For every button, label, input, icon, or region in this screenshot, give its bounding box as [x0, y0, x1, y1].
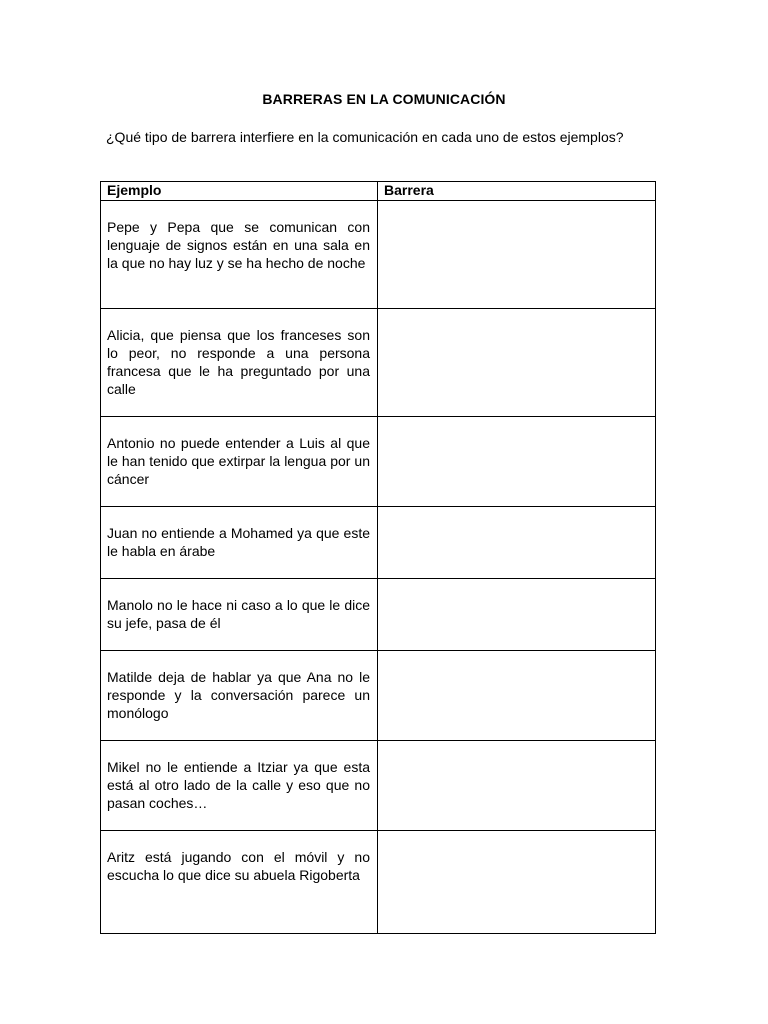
example-cell: Mikel no le entiende a Itziar ya que esta está al otro lado de la calle y eso que no pasan coches…: [101, 741, 378, 831]
table-row: [101, 831, 656, 934]
table-row: [101, 651, 656, 741]
barrier-answer-cell[interactable]: [378, 831, 656, 934]
table-row: [101, 507, 656, 579]
table-row: [101, 417, 656, 507]
example-cell: Alicia, que piensa que los franceses son lo peor, no responde a una persona francesa que le ha preguntado por una calle: [101, 309, 378, 417]
example-cell: Antonio no puede entender a Luis al que le han tenido que extirpar la lengua por un cáncer: [101, 417, 378, 507]
column-header-example: Ejemplo: [101, 182, 378, 201]
table-header-row: [101, 182, 656, 201]
table-row: [101, 201, 656, 309]
barrier-answer-cell[interactable]: [378, 507, 656, 579]
barrier-answer-cell[interactable]: [378, 309, 656, 417]
barrier-answer-cell[interactable]: [378, 201, 656, 309]
column-header-barrier: Barrera: [378, 182, 656, 201]
barriers-table: [100, 181, 656, 934]
table-row: [101, 741, 656, 831]
document-title: BARRERAS EN LA COMUNICACIÓN: [262, 91, 506, 107]
barrier-answer-cell[interactable]: [378, 579, 656, 651]
example-cell: Pepe y Pepa que se comunican con lenguaje de signos están en una sala en la que no hay luz y se ha hecho de noche: [101, 201, 378, 309]
barrier-answer-cell[interactable]: [378, 417, 656, 507]
example-cell: Matilde deja de hablar ya que Ana no le responde y la conversación parece un monólogo: [101, 651, 378, 741]
example-cell: Aritz está jugando con el móvil y no escucha lo que dice su abuela Rigoberta: [101, 831, 378, 934]
table-row: [101, 579, 656, 651]
barrier-answer-cell[interactable]: [378, 651, 656, 741]
table-row: [101, 309, 656, 417]
barrier-answer-cell[interactable]: [378, 741, 656, 831]
question-text: ¿Qué tipo de barrera interfiere en la comunicación en cada uno de estos ejemplos?: [106, 129, 624, 145]
example-cell: Manolo no le hace ni caso a lo que le dice su jefe, pasa de él: [101, 579, 378, 651]
example-cell: Juan no entiende a Mohamed ya que este le habla en árabe: [101, 507, 378, 579]
